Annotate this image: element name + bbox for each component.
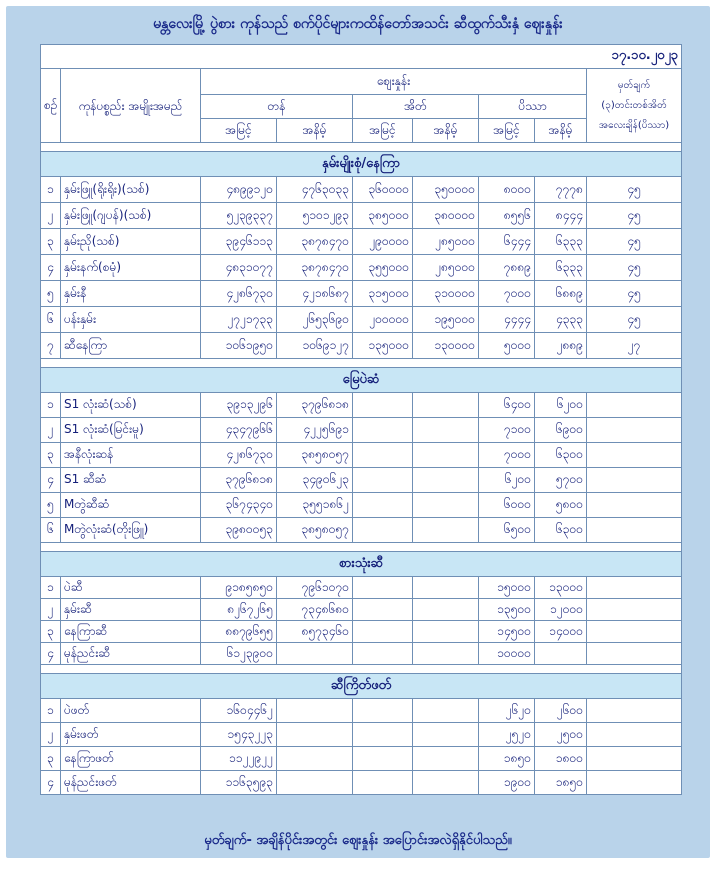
cell-bag-high: ၃၁၅၀၀၀: [353, 281, 413, 307]
cell-ton-low: [277, 699, 353, 723]
cell-name: နှမ်းညို(သစ်): [61, 229, 201, 255]
table-row: [41, 307, 682, 333]
cell-bag-high: ၃၅၅၀၀၀: [353, 255, 413, 281]
cell-ton-low: ၃၅၅၁၈၆၂: [277, 493, 353, 518]
cell-name: နှမ်းဖြူ(ရိုးရိုး)(သစ်): [61, 177, 201, 203]
sheet-date: ၁၇.၁၀.၂၀၂၃: [41, 45, 682, 69]
cell-name: နေကြာဖတ်: [61, 747, 201, 771]
cell-no: ၃: [41, 443, 61, 468]
cell-bag-low: [413, 393, 479, 418]
cell-ton-low: ၃၈၇၈၄၇၀: [277, 229, 353, 255]
cell-viss-high: ၆၀၀၀: [479, 493, 535, 518]
section-header: [41, 674, 682, 699]
cell-bag-low: [413, 493, 479, 518]
cell-bag-low: [413, 643, 479, 665]
cell-ton-high: ၈၂၆၇၂၆၅: [201, 599, 277, 621]
cell-bag-high: ၂၉၀၀၀၀: [353, 229, 413, 255]
cell-remark: ၄၅: [587, 203, 682, 229]
cell-ton-low: ၇၉၆၁၀၇၀: [277, 577, 353, 599]
cell-bag-low: ၁၃၀၀၀၀: [413, 333, 479, 359]
cell-viss-high: ၁၄၅၀၀: [479, 621, 535, 643]
cell-bag-high: [353, 747, 413, 771]
cell-no: ၂: [41, 599, 61, 621]
table-row: [41, 281, 682, 307]
cell-viss-high: ၁၈၅၀: [479, 747, 535, 771]
cell-ton-high: ၄၈၃၁၀၇၇: [201, 255, 277, 281]
table-row: [41, 468, 682, 493]
table-row: [41, 333, 682, 359]
cell-remark: [587, 393, 682, 418]
cell-ton-low: ၃၄၉၀၆၂၃: [277, 468, 353, 493]
cell-viss-low: ၁၂၀၀၀: [535, 599, 587, 621]
table-row: [41, 418, 682, 443]
cell-bag-high: [353, 771, 413, 795]
table-row: [41, 255, 682, 281]
cell-no: ၄: [41, 643, 61, 665]
remark-header-line-3: အလေးချိန်(ပိဿာ): [598, 119, 670, 131]
cell-name: ဆီနေကြာ: [61, 333, 201, 359]
cell-ton-low: ၁၀၆၉၁၂၇: [277, 333, 353, 359]
cell-no: ၁: [41, 177, 61, 203]
cell-viss-low: ၆၂၀၀: [535, 393, 587, 418]
cell-remark: ၂၇: [587, 333, 682, 359]
cell-viss-high: ၇၀၀၀: [479, 281, 535, 307]
cell-viss-high: ၁၃၅၀၀: [479, 599, 535, 621]
cell-bag-low: [413, 599, 479, 621]
cell-viss-low: ၁၃၀၀၀: [535, 577, 587, 599]
cell-viss-high: ၆၂၀၀: [479, 468, 535, 493]
cell-name: S1 လုံးဆံ(သစ်): [61, 393, 201, 418]
cell-no: ၂: [41, 203, 61, 229]
col-header-bag: အိတ်: [353, 95, 479, 119]
cell-viss-high: ၁၉၀၀: [479, 771, 535, 795]
cell-viss-low: ၂၅၀၀: [535, 723, 587, 747]
price-table: [40, 44, 682, 795]
cell-bag-low: [413, 418, 479, 443]
cell-remark: [587, 418, 682, 443]
table-row: [41, 518, 682, 543]
cell-viss-high: ၂၆၂၀: [479, 699, 535, 723]
cell-viss-low: ၆၈၈၉: [535, 281, 587, 307]
col-header-no: စဉ်: [41, 69, 61, 143]
cell-ton-low: ၄၂၁၈၆၈၇: [277, 281, 353, 307]
cell-remark: [587, 699, 682, 723]
cell-ton-low: ၄၂၂၅၆၉၁: [277, 418, 353, 443]
cell-ton-low: ၃၇၉၆၈၁၈: [277, 393, 353, 418]
cell-ton-high: ၃၇၉၆၈၁၈: [201, 468, 277, 493]
spacer-row: [41, 143, 682, 152]
cell-bag-low: ၃၁၀၀၀၀: [413, 281, 479, 307]
cell-bag-low: ၃၈၀၀၀၀: [413, 203, 479, 229]
cell-viss-low: ၇၇၇၈: [535, 177, 587, 203]
cell-viss-low: ၁၈၀၀: [535, 747, 587, 771]
cell-bag-low: ၃၅၀၀၀၀: [413, 177, 479, 203]
cell-ton-high: ၁၁၆၃၅၉၃: [201, 771, 277, 795]
cell-viss-high: ၈၀၀၀: [479, 177, 535, 203]
cell-ton-high: ၄၃၄၇၉၆၆: [201, 418, 277, 443]
cell-ton-high: ၂၇၂၁၇၃၃: [201, 307, 277, 333]
cell-name: ပဲဆီ: [61, 577, 201, 599]
cell-viss-high: ၅၀၀၀: [479, 333, 535, 359]
spacer-row: [41, 665, 682, 674]
section-title: နှမ်းမျိုးစုံ/နေကြာ: [41, 152, 682, 177]
cell-viss-low: ၆၃၀၀: [535, 518, 587, 543]
cell-ton-low: ၈၅၇၃၄၆၀: [277, 621, 353, 643]
cell-viss-low: ၄၃၃၃: [535, 307, 587, 333]
cell-name: နှမ်းဆီ: [61, 599, 201, 621]
cell-viss-high: ၁၅၀၀၀: [479, 577, 535, 599]
cell-remark: [587, 493, 682, 518]
table-row: [41, 203, 682, 229]
cell-bag-low: [413, 577, 479, 599]
cell-bag-high: ၂၀၀၀၀၀: [353, 307, 413, 333]
cell-bag-low: [413, 747, 479, 771]
cell-remark: [587, 468, 682, 493]
cell-viss-low: ၂၆၀၀: [535, 699, 587, 723]
cell-ton-low: ၃၈၇၈၄၇၀: [277, 255, 353, 281]
cell-viss-high: ၂၅၂၀: [479, 723, 535, 747]
cell-name: နှမ်းနီ: [61, 281, 201, 307]
cell-bag-low: ၁၉၅၀၀၀: [413, 307, 479, 333]
cell-bag-high: [353, 577, 413, 599]
table-row: [41, 643, 682, 665]
footer-note: မှတ်ချက်- အချိန်ပိုင်းအတွင်း ဈေးနှုန်း အပြောင်းအလဲရှိနိုင်ပါသည်။: [204, 833, 512, 848]
cell-name: နေကြာဆီ: [61, 621, 201, 643]
cell-bag-high: [353, 518, 413, 543]
cell-viss-low: ၆၃၀၀: [535, 443, 587, 468]
cell-ton-low: ၂၆၅၃၆၉၀: [277, 307, 353, 333]
cell-no: ၁: [41, 393, 61, 418]
cell-ton-high: ၄၂၈၆၇၃၀: [201, 443, 277, 468]
spacer-cell: [41, 543, 682, 552]
cell-name: နှမ်းဖြူ(ဂျပန်)(သစ်): [61, 203, 201, 229]
col-header-viss-low: အနိမ့်: [535, 119, 587, 143]
spacer-row: [41, 543, 682, 552]
cell-no: ၁: [41, 699, 61, 723]
cell-viss-low: ၂၈၈၉: [535, 333, 587, 359]
cell-viss-low: ၆၃၃၃: [535, 255, 587, 281]
cell-bag-high: [353, 599, 413, 621]
cell-viss-high: ၇၀၀၀: [479, 443, 535, 468]
cell-ton-high: ၁၆၀၄၄၆၂: [201, 699, 277, 723]
cell-viss-high: ၇၈၈၉: [479, 255, 535, 281]
cell-viss-high: ၆၅၀၀: [479, 518, 535, 543]
cell-bag-low: [413, 723, 479, 747]
table-row: [41, 621, 682, 643]
table-row: [41, 577, 682, 599]
cell-ton-high: ၃၆၇၄၃၄၀: [201, 493, 277, 518]
cell-viss-low: ၆၃၃၃: [535, 229, 587, 255]
cell-ton-low: ၅၁၀၁၂၉၃: [277, 203, 353, 229]
col-header-price: ဈေးနှုန်း: [201, 69, 587, 95]
col-header-viss: ပိဿာ: [479, 95, 587, 119]
date-row: [41, 45, 682, 69]
table-row: [41, 699, 682, 723]
table-row: [41, 393, 682, 418]
cell-ton-low: ၃၈၅၈၀၅၇: [277, 443, 353, 468]
cell-viss-low: ၅၇၀၀: [535, 468, 587, 493]
col-header-ton-high: အမြင့်: [201, 119, 277, 143]
cell-bag-high: [353, 621, 413, 643]
cell-viss-low: [535, 643, 587, 665]
cell-ton-high: ၃၉၁၃၂၉၆: [201, 393, 277, 418]
cell-bag-low: ၂၈၅၀၀၀: [413, 255, 479, 281]
cell-ton-high: ၃၉၄၆၁၁၃: [201, 229, 277, 255]
cell-remark: [587, 643, 682, 665]
remark-header-line-2: (၃)တင်းတစ်အိတ်: [601, 99, 667, 111]
section-title: ဆီကြိတ်ဖတ်: [41, 674, 682, 699]
cell-ton-high: ၈၈၇၉၆၅၅: [201, 621, 277, 643]
cell-bag-high: [353, 443, 413, 468]
cell-ton-low: [277, 723, 353, 747]
cell-name: ပဲဖတ်: [61, 699, 201, 723]
cell-name: နှမ်းနက်(စမုံ): [61, 255, 201, 281]
cell-no: ၆: [41, 518, 61, 543]
cell-remark: [587, 599, 682, 621]
table-row: [41, 723, 682, 747]
col-header-bag-high: အမြင့်: [353, 119, 413, 143]
cell-bag-low: [413, 468, 479, 493]
section-title: မြေပဲဆံ: [41, 368, 682, 393]
cell-no: ၅: [41, 493, 61, 518]
spacer-cell: [41, 359, 682, 368]
cell-remark: ၄၅: [587, 281, 682, 307]
cell-ton-high: ၁၁၂၂၉၂၂: [201, 747, 277, 771]
cell-bag-high: [353, 723, 413, 747]
cell-no: ၄: [41, 468, 61, 493]
table-row: [41, 443, 682, 468]
cell-no: ၂: [41, 723, 61, 747]
cell-viss-high: ၄၄၄၄: [479, 307, 535, 333]
cell-ton-low: [277, 771, 353, 795]
cell-no: ၂: [41, 418, 61, 443]
cell-bag-high: [353, 418, 413, 443]
cell-bag-high: [353, 468, 413, 493]
cell-viss-low: ၈၄၄၄: [535, 203, 587, 229]
cell-remark: ၄၅: [587, 307, 682, 333]
cell-remark: [587, 771, 682, 795]
cell-remark: ၄၅: [587, 229, 682, 255]
cell-name: Mတွဲလုံးဆံ(တိုးဖြူ): [61, 518, 201, 543]
section-header: [41, 152, 682, 177]
cell-viss-low: ၅၈၀၀: [535, 493, 587, 518]
table-row: [41, 771, 682, 795]
cell-no: ၃: [41, 621, 61, 643]
cell-ton-high: ၄၈၉၉၁၂၀: [201, 177, 277, 203]
cell-bag-high: [353, 393, 413, 418]
cell-viss-low: ၆၉၀၀: [535, 418, 587, 443]
table-body: [41, 143, 682, 795]
col-header-ton: တန်: [201, 95, 353, 119]
cell-ton-high: ၆၁၂၃၉၀၀: [201, 643, 277, 665]
cell-viss-high: ၆၄၀၀: [479, 393, 535, 418]
cell-ton-high: ၅၂၃၉၃၃၇: [201, 203, 277, 229]
table-row: [41, 599, 682, 621]
cell-bag-high: ၁၃၅၀၀၀: [353, 333, 413, 359]
cell-bag-low: [413, 621, 479, 643]
cell-viss-low: ၁၄၀၀၀: [535, 621, 587, 643]
cell-no: ၇: [41, 333, 61, 359]
table-row: [41, 229, 682, 255]
cell-name: အနီလုံးဆန်: [61, 443, 201, 468]
cell-remark: [587, 577, 682, 599]
spacer-row: [41, 359, 682, 368]
table-row: [41, 747, 682, 771]
cell-name: မုန်ညင်းဆီ: [61, 643, 201, 665]
cell-no: ၄: [41, 255, 61, 281]
cell-viss-high: ၁၀၀၀၀: [479, 643, 535, 665]
cell-ton-low: ၄၇၆၃၀၃၃: [277, 177, 353, 203]
cell-no: ၃: [41, 229, 61, 255]
table-row: [41, 177, 682, 203]
cell-remark: [587, 443, 682, 468]
col-header-viss-high: အမြင့်: [479, 119, 535, 143]
cell-name: မုန်ညင်းဖတ်: [61, 771, 201, 795]
section-title: စားသုံးဆီ: [41, 552, 682, 577]
cell-bag-high: ၃၆၀၀၀၀: [353, 177, 413, 203]
cell-bag-low: ၂၈၅၀၀၀: [413, 229, 479, 255]
section-header: [41, 368, 682, 393]
cell-ton-low: ၇၃၄၈၆၈၀: [277, 599, 353, 621]
price-sheet-frame: [6, 6, 710, 858]
col-header-remark: [587, 69, 682, 143]
cell-bag-low: [413, 518, 479, 543]
cell-remark: ၄၅: [587, 177, 682, 203]
cell-viss-high: ၇၁၀၀: [479, 418, 535, 443]
cell-name: S1 ဆီဆံ: [61, 468, 201, 493]
cell-bag-high: [353, 699, 413, 723]
cell-ton-high: ၃၉၈၀၀၅၃: [201, 518, 277, 543]
cell-name: နှမ်းဖတ်: [61, 723, 201, 747]
cell-no: ၆: [41, 307, 61, 333]
cell-name: ပန်းနှမ်း: [61, 307, 201, 333]
cell-ton-low: ၃၈၅၈၀၅၇: [277, 518, 353, 543]
cell-ton-high: ၁၀၆၁၉၅၀: [201, 333, 277, 359]
sheet-title: မန္တလေးမြို့ ပွဲစား ကုန်သည် စက်ပိုင်များကထိန်တော်အသင်း ဆီထွက်သီးနှံ ဈေးနှုန်း: [153, 16, 563, 32]
cell-bag-low: [413, 771, 479, 795]
cell-ton-low: [277, 643, 353, 665]
col-header-item: ကုန်ပစ္စည်း အမျိုးအမည်: [61, 69, 201, 143]
cell-name: S1 လုံးဆံ(မြင်းမူ): [61, 418, 201, 443]
cell-ton-high: ၄၂၈၆၇၃၀: [201, 281, 277, 307]
cell-bag-high: ၃၈၅၀၀၀: [353, 203, 413, 229]
cell-no: ၅: [41, 281, 61, 307]
cell-no: ၄: [41, 771, 61, 795]
cell-viss-low: ၁၈၅၀: [535, 771, 587, 795]
table-row: [41, 493, 682, 518]
cell-name: Mတွဲဆီဆံ: [61, 493, 201, 518]
cell-bag-high: [353, 493, 413, 518]
spacer-cell: [41, 665, 682, 674]
cell-ton-high: ၁၅၄၃၂၂၃: [201, 723, 277, 747]
cell-bag-low: [413, 699, 479, 723]
cell-remark: ၄၅: [587, 255, 682, 281]
cell-bag-low: [413, 443, 479, 468]
remark-header-line-1: မှတ်ချက်: [617, 79, 651, 91]
cell-remark: [587, 621, 682, 643]
cell-remark: [587, 723, 682, 747]
cell-remark: [587, 518, 682, 543]
cell-viss-high: ၆၄၄၄: [479, 229, 535, 255]
section-header: [41, 552, 682, 577]
cell-ton-high: ၉၁၈၅၈၅၀: [201, 577, 277, 599]
col-header-ton-low: အနိမ့်: [277, 119, 353, 143]
cell-ton-low: [277, 747, 353, 771]
col-header-bag-low: အနိမ့်: [413, 119, 479, 143]
cell-viss-high: ၈၅၅၆: [479, 203, 535, 229]
cell-bag-high: [353, 643, 413, 665]
cell-remark: [587, 747, 682, 771]
cell-no: ၁: [41, 577, 61, 599]
cell-no: ၃: [41, 747, 61, 771]
spacer-cell: [41, 143, 682, 152]
